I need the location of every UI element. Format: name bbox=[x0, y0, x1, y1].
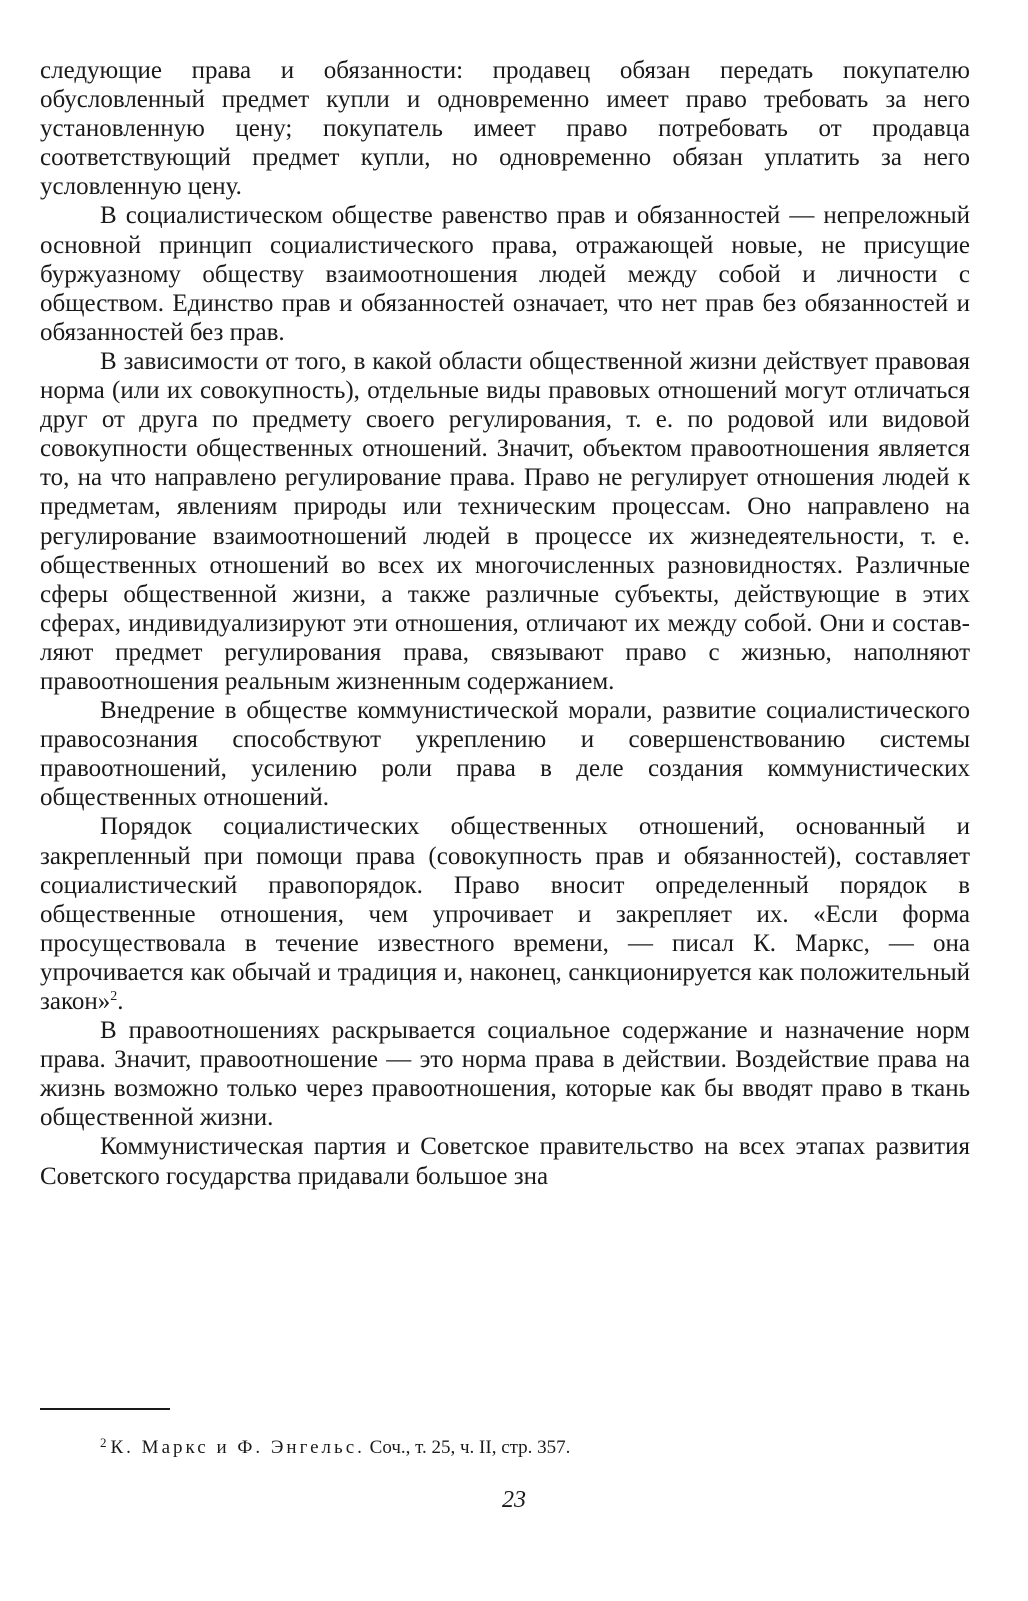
page-body bbox=[40, 56, 970, 1191]
footnote-text: Соч., т. 25, ч. II, стр. 357. bbox=[369, 1437, 571, 1458]
paragraph-2: В социалистическом обществе равенство прав и обязанностей — непреложный основной принцип социалистического права, отражающей новые, не присущие буржуазному обществу взаимоотношения людей между собой и личности с обществом. Единство прав и обязанностей означает, что нет прав без обязанностей и обязанностей без прав. bbox=[40, 202, 970, 346]
paragraph-1: следующие права и обязанности: продавец обязан передать покупателю обусловленный предмет купли и одновременно имеет право требовать за него установленную цену; покупатель имеет право потребовать от продавца соответствующий предмет купли, но одновременно обязан уплатить за него условленную цену. bbox=[40, 57, 970, 201]
paragraph-5: Порядок социалистических общественных отношений, основанный и закрепленный при помощи права (совокупность прав и обязанностей), составляет социалистический правопорядок. Право вносит определенный порядок в общественные отношения, чем упрочивает и закрепляет их. «Если форма просуществовала в течение известного времени, — писал К. Маркс, — она упрочивается как обычай и традиция и, наконец, санкционируется как положительный закон»$^2$. bbox=[40, 813, 970, 1015]
footnote-marker: 2 bbox=[100, 1435, 107, 1450]
page-number: 23 bbox=[502, 1487, 526, 1513]
footnote-divider bbox=[40, 1408, 170, 1410]
paragraph-5-text: Порядок социалистических общественных отношений, основанный и закрепленный при помощи права (совокупность прав и обязанностей), составляет социалистический правопорядок. Право вносит определенный порядок в общественные отношения, чем упрочивает и закрепляет их. «Если форма просуществовала в течение известного времени, — писал К. Маркс, — она упрочивается как обычай и традиция и, наконец, санкционируется как положительный закон» bbox=[40, 813, 970, 1015]
paragraph-6: В правоотношениях раскрывается социальное содержание и назначение норм права. Значит, правоотношение — это норма права в действии. Воздействие права на жизнь возможно только через правоотношения, которые как бы вводят право в ткань общественной жизни. bbox=[40, 1017, 970, 1132]
footnote bbox=[100, 1431, 570, 1460]
paragraph-4: Внедрение в обществе коммунистической морали, развитие социалистического правосознания способствуют укреплению и совершенствованию системы правоотношений, усилению роли права в деле создания коммунистических общественных отношений. bbox=[40, 697, 970, 812]
footnote-author: К. Маркс и Ф. Энгельс. bbox=[110, 1437, 365, 1458]
footnote-reference: 2 bbox=[110, 989, 118, 1004]
paragraph-3: В зависимости от того, в какой области общественной жизни действует правовая норма (или их совокупность), отдельные виды правовых отношений могут отличаться друг от друга по предмету своего регулирования, т. е. по родовой или видовой совокупности общественных отношений. Значит, объектом правоотношения является то, на что направлено регулирование права. Право не регулирует отношения людей к предметам, явлениям природы или техническим процессам. Оно направлено на регулирование взаимоотношений людей в процессе их жизнедеятельности, т. е. общественных отношений во всех их многочисленных разновидностях. Различные сферы общественной жизни, а также различные субъекты, действующие в этих сферах, индивидуализируют эти отношения, отличают их между собой. Они и составляют предмет регулирования права, связывают право с жизнью, наполняют правоотношения реальным жизненным содержанием. bbox=[40, 347, 970, 695]
paragraph-7: Коммунистическая партия и Советское правительство на всех этапах развития Советского государства придавали большое зна bbox=[40, 1133, 970, 1190]
